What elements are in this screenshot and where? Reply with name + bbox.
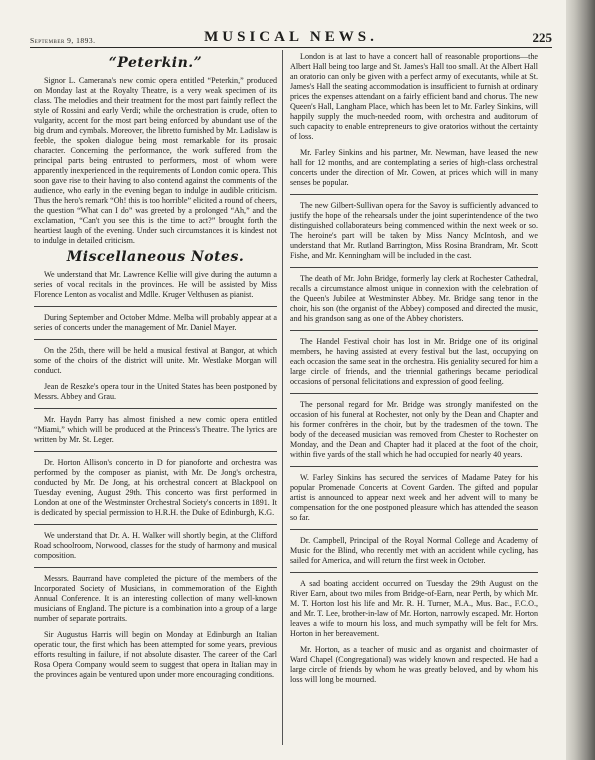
peterkin-review: Signor L. Camerana's new comic opera entitled “Peterkin,” produced on Monday last at the Royalty Theatre, is a very weak specimen of its class. The melodies and their treatment for the most part faintly reflect the style of Rossini and early Verdi; while the orchestration is crude, often to vulgarity, accent for the most part being enforced by abundant use of the big drum and cymbals. Moreover, the libretto furnished by Mr. Ladislaw is feeble, the spoken dialogue being most remarkable for its prosaic character. Concerning the performance, the work suffered from the principal parts being entrusted to performers, most of whom were apparently inexperienced in the requirements of London comic opera. This soon gave rise to their having to also contend against the comments of the audience, who early in the evening began to indulge in audible criticism. Thus the hero's remark “Oh! this is too horrible” elicited a round of cheers, the question “What can I do” was greeted by a prolonged “Ah,” and the exclamation, “Can't you see this is the time to act?” brought forth the heartiest laugh of the evening. Under such circumstances it is kindest not to indulge in detailed criticism. [34, 76, 277, 245]
note-paragraph: Mr. Haydn Parry has almost finished a new comic opera entitled “Miami,” which will be produced at the Princess's Theatre. The lyrics are written by Mr. St. Leger. [34, 415, 277, 444]
note-paragraph: The personal regard for Mr. Bridge was strongly manifested on the occasion of his funeral at Rochester, not only by the Dean and Chapter and his former confrères in the choir, but by the tradesmen of the town. The body of the deceased musician was removed from Chester to Rochester on Monday, and the Dean and Chapter had it placed at the foot of the choir, within five yards of the stall which he had occupied for nearly 40 years. [290, 400, 538, 459]
note-separator [34, 524, 277, 525]
note-separator [34, 408, 277, 409]
note-paragraph: Mr. Horton, as a teacher of music and as organist and choirmaster of Ward Chapel (Congregational) was widely known and respected. He had a large circle of friends by whom he was greatly beloved, and by whom his loss will long be mourned. [290, 645, 538, 684]
note-paragraph: We understand that Dr. A. H. Walker will shortly begin, at the Clifford Road schoolroom, Norwood, classes for the study of harmony and musical composition. [34, 531, 277, 560]
note-separator [290, 267, 538, 268]
note-paragraph: Sir Augustus Harris will begin on Monday at Edinburgh an Italian operatic tour, the first which has been attempted for some years, previous efforts resulting in failure, if not absolute disaster. The career of the Carl Rosa Opera Company would seem to suggest that opera in Italian may in the provinces again be ventured upon under more encouraging conditions. [34, 630, 277, 679]
note-separator [34, 567, 277, 568]
note-paragraph: On the 25th, there will be held a musical festival at Bangor, at which some of the choirs of the district will unite. Mr. Westlake Morgan will conduct. [34, 346, 277, 375]
peterkin-heading: “Peterkin.” [108, 55, 203, 71]
note-paragraph: The Handel Festival choir has lost in Mr. Bridge one of its original members, he having assisted at every festival but the last, occupying on each occasion the same seat in the orchestra. His geniality secured for him a large circle of friends, and the triennial gatherings became periodical occasions of personal felicitations and expression of good feeling. [290, 337, 538, 386]
book-page-edge [566, 0, 595, 760]
note-paragraph: London is at last to have a concert hall of reasonable proportions—the Albert Hall being too large and St. James's Hall too small. At the Albert Hall an oratorio can only be given with a perfect army of executants, while at St. James's Hall the seating accommodation is insufficient to furnish at ordinary prices the expenses attendant on a fairly efficient band and chorus. The new Queen's Hall, Langham Place, which has been let to Mr. Farley Sinkins, will happily supply the much-needed room, with orchestra and auditorum of such capacity to enable entrepreneurs to give oratorios without the certainty of loss. [290, 52, 538, 141]
note-paragraph: Jean de Reszke's opera tour in the United States has been postponed by Messrs. Abbey and Grau. [34, 382, 277, 401]
note-separator [290, 466, 538, 467]
note-separator [34, 306, 277, 307]
note-separator [290, 330, 538, 331]
column-divider [282, 50, 283, 745]
issue-date: September 9, 1893. [30, 36, 96, 45]
note-paragraph: The death of Mr. John Bridge, formerly lay clerk at Rochester Cathedral, recalls a circumstance almost unique in connexion with the celebration of the Queen's Jubilee at Westminster Abbey. Mr. Bridge sang tenor in the choir, his son (the organist of the Abbey) composed and directed the music, and his grandson sang as one of the Abbey choristers. [290, 274, 538, 323]
note-separator [290, 572, 538, 573]
note-separator [34, 451, 277, 452]
page-number: 225 [532, 30, 552, 45]
note-separator [290, 194, 538, 195]
note-paragraph: Dr. Horton Allison's concerto in D for pianoforte and orchestra was performed by the composer as pianist, with Mr. De Jong's orchestra, conducted by Mr. De Jong, at his orchestral concert at Blackpool on Tuesday evening, August 29th. This concerto was first performed in London at one of the Westminster Orchestral Society's concerts in 1891. It is dedicated by special permission to H.R.H. the Duke of Edinburgh, K.G. [34, 458, 277, 517]
note-separator [34, 339, 277, 340]
note-paragraph: Messrs. Baurrand have completed the picture of the members of the Incorporated Society of Musicians, in commemoration of the Eighth Annual Conference. It is an interesting collection of many well-known musicians of England. The picture is a combination into a group of a large number of separate portraits. [34, 574, 277, 623]
note-paragraph: W. Farley Sinkins has secured the services of Madame Patey for his popular Promenade Concerts at Covent Garden. The gifted and popular artist is announced to appear next week and her advent will to many be compensation for the one postponed pleasure which has attended the season so far. [290, 473, 538, 522]
page-header [30, 28, 552, 46]
masthead-title: MUSICAL NEWS. [204, 29, 378, 45]
right-column [290, 52, 538, 691]
note-paragraph: A sad boating accident occurred on Tuesday the 29th August on the River Earn, about two miles from Bridge-of-Earn, near Perth, by which Mr. M. T. Horton lost his life and Mr. R. H. Turner, M.A., Mus. Bac., F.C.O., and Mr. T. Lee, brother-in-law of Mr. Horton, narrowly escaped. Mr. Horton leaves a wife to mourn his loss, and much sympathy will be felt for Mrs. Horton in her bereavement. [290, 579, 538, 638]
left-column [34, 52, 277, 686]
note-paragraph: We understand that Mr. Lawrence Kellie will give during the autumn a series of vocal recitals in the provinces. He will be assisted by Miss Florence Lenton as vocalist and Mdlle. Kruger Velthusen as pianist. [34, 270, 277, 299]
note-paragraph: The new Gilbert-Sullivan opera for the Savoy is sufficiently advanced to justify the hope of the rehearsals under the joint superintendence of the two distinguished collaborateurs being commenced within the next week or so. The heroine's part will be taken by Miss Nancy McIntosh, and we understand that Mr. Rutland Barrington, Miss Rosina Brandram, Mr. Scott Fishe, and Mr. Kenningham will be included in the cast. [290, 201, 538, 260]
note-paragraph: During September and October Mdme. Melba will probably appear at a series of concerts under the management of Mr. Daniel Mayer. [34, 313, 277, 332]
note-separator [290, 529, 538, 530]
header-rule [30, 47, 552, 48]
note-paragraph: Mr. Farley Sinkins and his partner, Mr. Newman, have leased the new hall for 12 months, and are contemplating a series of high-class orchestral concerts under the direction of Mr. Cowen, at prices which will in many senses be popular. [290, 148, 538, 187]
miscellaneous-notes-heading: Miscellaneous Notes. [66, 249, 245, 265]
note-separator [290, 393, 538, 394]
note-paragraph: Dr. Campbell, Principal of the Royal Normal College and Academy of Music for the Blind, who recently met with an accident while cycling, has sailed for America, and will return the first week in October. [290, 536, 538, 565]
